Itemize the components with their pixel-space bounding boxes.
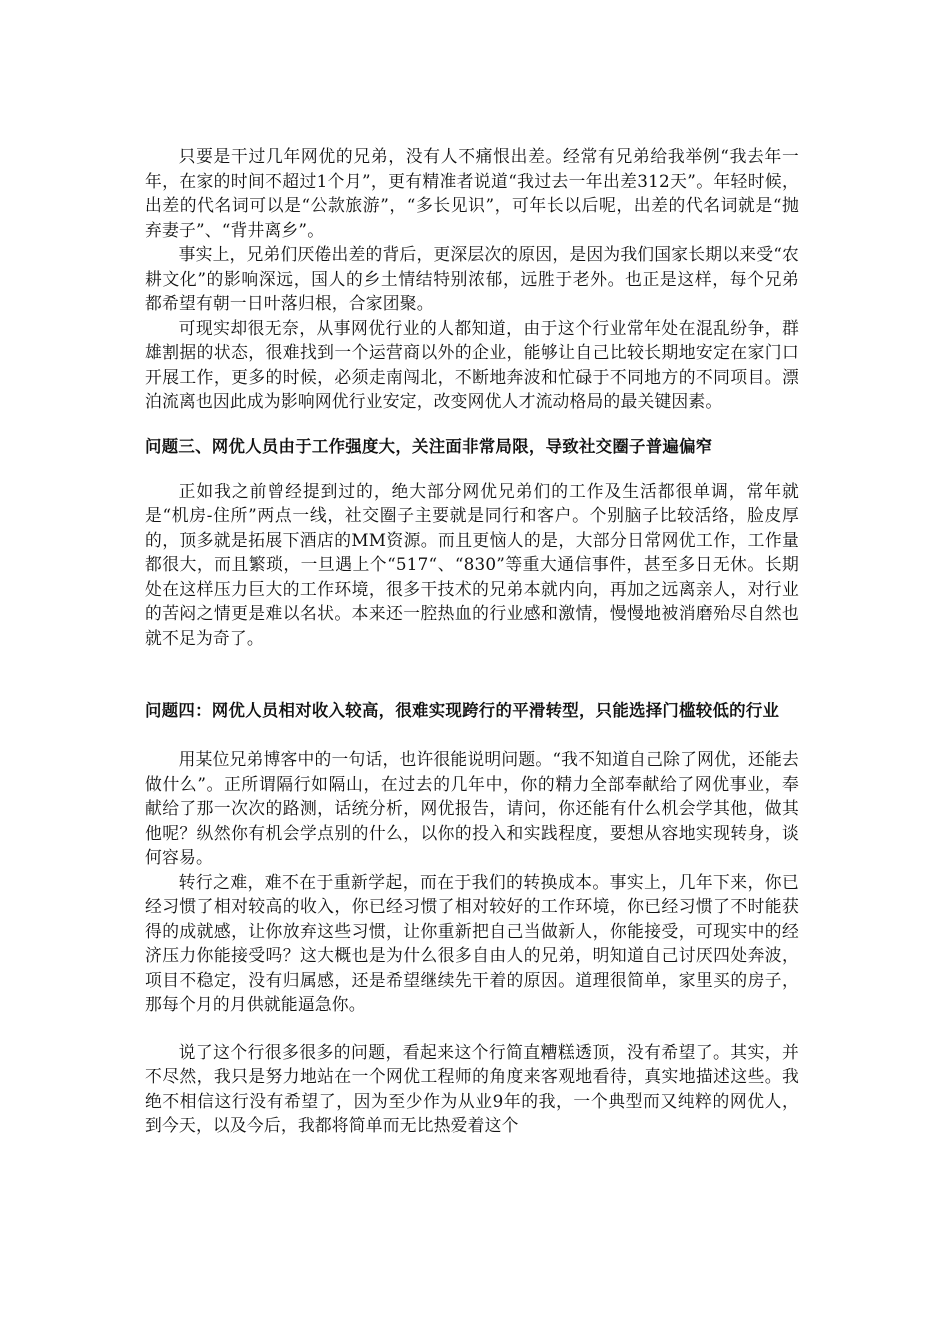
section-heading-4: 问题四：网优人员相对收入较高，很难实现跨行的平滑转型，只能选择门槛较低的行业 <box>145 701 780 720</box>
spacer <box>145 460 799 479</box>
body-paragraph: 只要是干过几年网优的兄弟，没有人不痛恨出差。经常有兄弟给我举例“我去年一年，在家的时间不超过1个月”，更有精准者说道“我过去一年出差312天”。年轻时候，出差的代名词可以是“公款旅游”，“多长见识”，可年长以后呢，出差的代名词就是“抛弃妻子”、“背井离乡”。 <box>145 146 799 240</box>
body-paragraph: 事实上，兄弟们厌倦出差的背后，更深层次的原因，是因为我们国家长期以来受“农耕文化”的影响深远，国人的乡土情结特别浓郁，远胜于老外。也正是这样，每个兄弟都希望有朝一日叶落归根，合家团聚。 <box>145 244 799 313</box>
spacer <box>145 650 799 697</box>
spacer <box>145 724 799 747</box>
spacer <box>145 414 799 433</box>
body-paragraph: 说了这个行很多很多的问题，看起来这个行简直糟糕透顶，没有希望了。其实，并不尽然，我只是努力地站在一个网优工程师的角度来客观地看待，真实地描述这些。我绝不相信这行没有希望了，因为至少作为从业9年的我，一个典型而又纯粹的网优人，到今天，以及今后，我都将简单而无比热爱着这个 <box>145 1041 799 1135</box>
document-body <box>145 144 799 1138</box>
spacer <box>145 1017 799 1040</box>
body-paragraph: 用某位兄弟博客中的一句话，也许很能说明问题。“我不知道自己除了网优，还能去做什么”。正所谓隔行如隔山，在过去的几年中，你的精力全部奉献给了网优事业，奉献给了那一次次的路测，话统分析，网优报告，请问，你还能有什么机会学其他，做其他呢？纵然你有机会学点别的什么，以你的投入和实践程度，要想从容地实现转身，谈何容易。 <box>145 749 799 867</box>
body-paragraph: 正如我之前曾经提到过的，绝大部分网优兄弟们的工作及生活都很单调，常年就是“机房-住所”两点一线，社交圈子主要就是同行和客户。个别脑子比较活络，脸皮厚的，顶多就是拓展下酒店的MM资源。而且更恼人的是，大部分日常网优工作，工作量都很大，而且繁琐，一旦遇上个“517“、“830”等重大通信事件，甚至多日无休。长期处在这样压力巨大的工作环境，很多干技术的兄弟本就内向，再加之远离亲人，对行业的苦闷之情更是难以名状。本来还一腔热血的行业感和激情，慢慢地被消磨殆尽自然也就不足为奇了。 <box>145 480 799 648</box>
body-paragraph: 可现实却很无奈，从事网优行业的人都知道，由于这个行业常年处在混乱纷争，群雄割据的状态，很难找到一个运营商以外的企业，能够让自己比较长期地安定在家门口开展工作，更多的时候，必须走南闯北，不断地奔波和忙碌于不同地方的不同项目。漂泊流离也因此成为影响网优行业安定，改变网优人才流动格局的最关键因素。 <box>145 317 799 411</box>
body-paragraph: 转行之难，难不在于重新学起，而在于我们的转换成本。事实上，几年下来，你已经习惯了相对较高的收入，你已经习惯了相对较好的工作环境，你已经习惯了不时能获得的成就感，让你放弃这些习惯，让你重新把自己当做新人，你能接受，可现实中的经济压力你能接受吗？这大概也是为什么很多自由人的兄弟，明知道自己讨厌四处奔波，项目不稳定，没有归属感，还是希望继续先干着的原因。道理很简单，家里买的房子，那每个月的月供就能逼急你。 <box>145 871 799 1014</box>
section-heading-3: 问题三、网优人员由于工作强度大，关注面非常局限，导致社交圈子普遍偏窄 <box>145 436 713 456</box>
